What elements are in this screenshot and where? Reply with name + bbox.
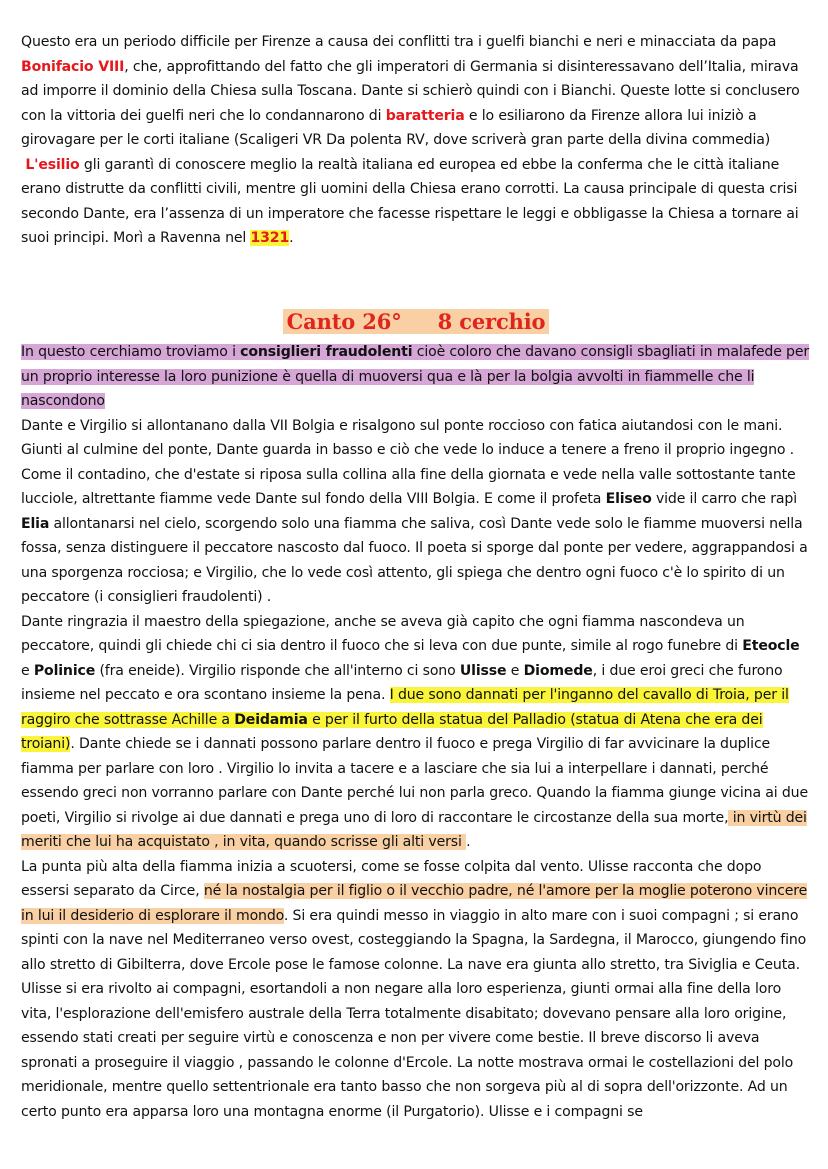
document-page bbox=[21, 30, 811, 1124]
intro-paragraph-1 bbox=[21, 30, 811, 153]
text-run: , i due eroi greci che furono insieme nel peccato e ora scontano insieme la pena. bbox=[21, 662, 783, 703]
name-elia: Elia bbox=[21, 515, 50, 532]
pope-name: Bonifacio VIII bbox=[21, 58, 125, 75]
name-diomede: Diomede bbox=[523, 662, 593, 679]
text-run: e lo esiliarono da Firenze allora lui iniziò a girovagare per le corti italiane (Scaligeri VR Da polenta RV, dove scriverà gran parte della divina commedia) bbox=[21, 107, 771, 148]
text-run: . Si era quindi messo in viaggio in alto mare con i suoi compagni ; si erano spinti con la nave nel Mediterraneo verso ovest, costeggiando la Spagna, la Sardegna, il Marocco, giungendo fino allo stretto di Gibilterra, dove Ercole pose le famose colonne. La nave era giunta allo stretto, tra Siviglia e Ceuta. bbox=[21, 907, 807, 973]
canto-number: Canto 26° bbox=[286, 308, 402, 334]
highlight-merits: in virtù dei meriti che lui ha acquistato , in vita, quando scrisse gli alti versi bbox=[21, 809, 807, 850]
text-run: e per il furto della statua del Palladio (statua di Atena che era dei troiani) bbox=[21, 711, 763, 752]
death-year: 1321 bbox=[250, 230, 290, 246]
circle-number: 8 cerchio bbox=[437, 308, 546, 334]
intro-paragraph-2 bbox=[21, 153, 811, 251]
text-run: Dante e Virgilio si allontanano dalla VII Bolgia e risalgono sul ponte roccioso con fatica aiutandosi con le mani. Giunti al culmine del ponte, Dante guarda in basso e ciò che vede lo induce a tenere a freno il proprio ingegno . Come il contadino, che d'estate si riposa sulla collina alla fine della giornata e vede nella valle sottostante tante lucciole, altrettante fiamme vede Dante sul fondo della VIII Bolgia. E come il profeta bbox=[21, 417, 796, 507]
canto-paragraph-2 bbox=[21, 610, 811, 855]
canto-heading bbox=[21, 308, 811, 338]
text-run: cioè coloro che davano consigli sbagliati in malafede per un proprio interesse la loro punizione è quella di muoversi qua e là per la bolgia avvolti in fiammelle che li nascondono bbox=[21, 344, 810, 409]
canto-paragraph-3 bbox=[21, 855, 811, 978]
exile-term: L'esilio bbox=[25, 156, 80, 173]
name-ulisse: Ulisse bbox=[459, 662, 507, 679]
highlight-desire: né la nostalgia per il figlio o il vecchio padre, né l'amore per la moglie poterono vincere in lui il desiderio di esplorare il mondo bbox=[21, 883, 808, 924]
text-run: I due sono dannati per l'inganno del cavallo di Troia, per il raggiro che sottrasse Achille a bbox=[21, 687, 789, 728]
text-run: . Dante chiede se i dannati possono parlare dentro il fuoco e prega Virgilio di far avvicinare la duplice fiamma per parlare con loro . Virgilio lo invita a tacere e a lasciare che sia lui a interpellare i dannati, perché essendo greci non vorranno parlare con Dante perché lui non parla greco. Quando la fiamma giunge vicina ai due poeti, Virgilio si rivolge ai due dannati e prega uno di loro di raccontare le circostanze della sua morte, bbox=[21, 736, 808, 826]
canto-summary bbox=[21, 340, 811, 414]
text-run: In questo cerchiamo troviamo i bbox=[21, 344, 241, 360]
text-run: . bbox=[289, 230, 294, 246]
text-run: e bbox=[21, 662, 34, 679]
text-run: e bbox=[506, 662, 524, 679]
text-run: . bbox=[466, 834, 471, 850]
text-run: Dante ringrazia il maestro della spiegazione, anche se aveva già capito che ogni fiamma nascondeva un peccatore, quindi gli chiede chi ci sia dentro il fuoco che si leva con due punte, simile al rogo funebre di bbox=[21, 613, 745, 654]
section-spacer bbox=[21, 251, 811, 308]
name-eliseo: Eliseo bbox=[605, 491, 652, 507]
sinner-category: consiglieri fraudolenti bbox=[240, 344, 413, 360]
canto-paragraph-4: Ulisse si era rivolto ai compagni, esortandoli a non negare alla loro esperienza, giunti ormai alla fine della loro vita, l'esplorazione dell'emisfero australe della Terra totalmente disabitato; dovevano pensare alla loro origine, essendo stati creati per seguire virtù e conoscenza e non per vivere come bestie. Il breve discorso li aveva spronati a proseguire il viaggio , passando le colonne d'Ercole. La notte mostrava ormai le costellazioni del polo meridionale, mentre quello settentrionale era tanto basso che non sorgeva più al di sopra dell'orizzonte. Ad un certo punto era apparsa loro una montagna enorme (il Purgatorio). Ulisse e i compagni se bbox=[21, 981, 794, 1120]
canto-paragraph-1 bbox=[21, 414, 811, 610]
text-run: vide il carro che rapì bbox=[651, 491, 797, 507]
text-run: gli garantì di conoscere meglio la realtà italiana ed europea ed ebbe la conferma che le città italiane erano distrutte da conflitti civili, mentre gli uomini della Chiesa erano corrotti. La causa principale di questa crisi secondo Dante, era l’assenza di un imperatore che facesse rispettare le leggi e obbligasse la Chiesa a tornare ai suoi principi. Morì a Ravenna nel bbox=[21, 156, 799, 246]
name-eteocle: Eteocle bbox=[742, 638, 800, 654]
text-run: Questo era un periodo difficile per Firenze a causa dei conflitti tra i guelfi bianchi e neri e minacciata da papa bbox=[21, 34, 777, 50]
crime-term: baratteria bbox=[385, 107, 465, 124]
name-deidamia: Deidamia bbox=[234, 711, 308, 728]
text-run: La punta più alta della fiamma inizia a scuotersi, come se fosse colpita dal vento. Ulisse racconta che dopo essersi separato da Circe, bbox=[21, 858, 762, 899]
text-run: , che, approfittando del fatto che gli imperatori di Germania si disinteressavano dell’Italia, mirava ad imporre il dominio della Chiesa sulla Toscana. Dante si schierò quindi con i Bianchi. Queste lotte si conclusero con la vittoria dei guelfi neri che lo condannarono di bbox=[21, 58, 800, 124]
text-run: allontanarsi nel cielo, scorgendo solo una fiamma che saliva, così Dante vede solo le fiamme muoversi nella fossa, senza distinguere il peccatore nascosto dal fuoco. Il poeta si sporge dal ponte per vedere, aggrappandosi a una sporgenza rocciosa; e Virgilio, che lo vede così attento, gli spiega che dentro ogni fuoco c'è lo spirito di un peccatore (i consiglieri fraudolenti) . bbox=[21, 515, 808, 605]
text-run: (fra eneide). Virgilio risponde che all'interno ci sono bbox=[95, 662, 460, 679]
name-polinice: Polinice bbox=[33, 662, 96, 679]
